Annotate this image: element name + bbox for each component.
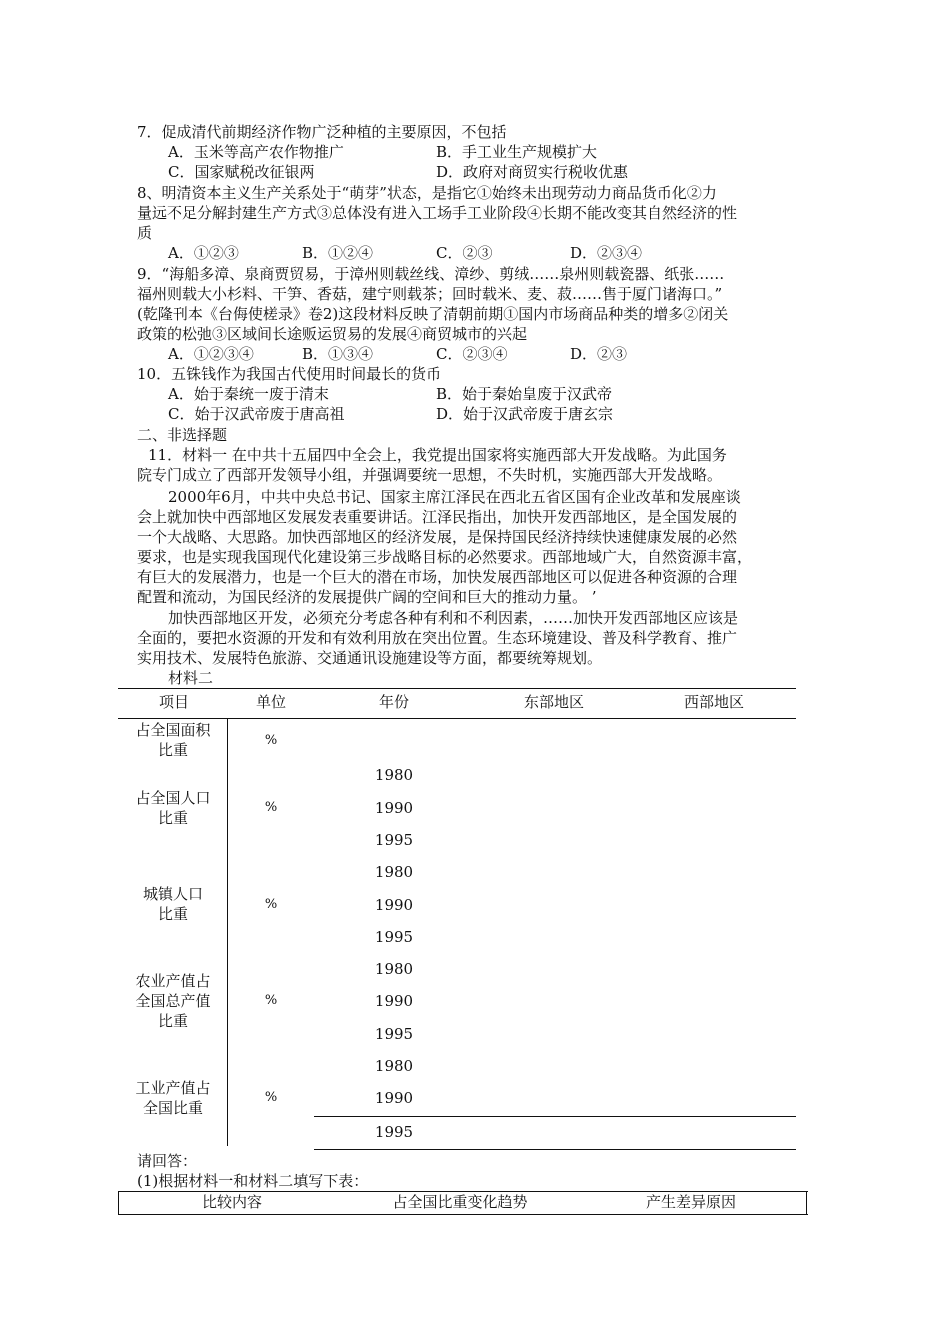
row-agriculture-item-line-1: 农业产值占 (135, 972, 211, 990)
row-agriculture-item-line-3: 比重 (157, 1012, 188, 1030)
row-agriculture-item-line-2: 全国总产值 (135, 992, 211, 1010)
q7-stem: 7．促成清代前期经济作物广泛种植的主要原因，不包括 (137, 123, 507, 141)
table-bottom-rule (314, 1149, 796, 1150)
q8-option-b: B．①②④ (302, 244, 374, 262)
q11-p2-line-3: 一个大战略、大思路。加快西部地区的经济发展，是保持国民经济持续快速健康发展的必然 (137, 528, 738, 546)
answer-table-right-rule (806, 1191, 807, 1215)
q10-option-c: C．始于汉武帝废于唐高祖 (168, 405, 345, 423)
row-area-item-line-1: 占全国面积 (135, 721, 211, 739)
row-urban-item-line-1: 城镇人口 (142, 885, 203, 903)
row-industry-year-1995: 1995 (374, 1123, 414, 1141)
row-urban-item-line-2: 比重 (157, 905, 188, 923)
row-industry-item-line-2: 全国比重 (142, 1099, 203, 1117)
row-agriculture-year-1980: 1980 (374, 960, 414, 978)
q9-line-1: 9．“海船多漳、泉商贾贸易，于漳州则载丝线、漳纱、剪绒……泉州则载瓷器、纸张…… (137, 265, 725, 283)
table-header-year: 年份 (378, 693, 409, 711)
q9-line-2: 福州则载大小杉料、干笋、香菇，建宁则载茶；回时载米、麦、菽……售于厦门诸海口。” (137, 285, 723, 303)
table-header-west: 西部地区 (683, 693, 744, 711)
q10-option-d: D．始于汉武帝废于唐玄宗 (436, 405, 614, 423)
row-population-year-1990: 1990 (374, 799, 414, 817)
row-population-year-1980: 1980 (374, 766, 414, 784)
answer-header-content: 比较内容 (201, 1193, 262, 1211)
row-urban-unit: % (264, 897, 278, 912)
answer-table-left-rule (118, 1191, 119, 1215)
row-agriculture-year-1995: 1995 (374, 1025, 414, 1043)
row-industry-year-1990: 1990 (374, 1089, 414, 1107)
q11-p1-line-2: 院专门成立了西部开发领导小组，并强调要统一思想，不失时机，实施西部大开发战略。 (137, 466, 723, 484)
q11-p2-line-2: 会上就加快中西部地区发展发表重要讲话。江泽民指出，加快开发西部地区，是全国发展的 (137, 508, 738, 526)
row-urban-year-1990: 1990 (374, 896, 414, 914)
answer-subquestion-1: (1)根据材料一和材料二填写下表： (137, 1172, 369, 1190)
q9-option-d: D．②③ (570, 345, 628, 363)
answer-header-reason: 产生差异原因 (645, 1193, 736, 1211)
row-population-item-line-2: 比重 (157, 809, 188, 827)
q8-option-d: D．②③④ (570, 244, 643, 262)
q8-option-a: A．①②③ (168, 244, 239, 262)
q8-line-1: 8、明清资本主义生产关系处于“萌芽”状态，是指它①始终未出现劳动力商品货币化②力 (137, 184, 717, 202)
row-population-item-line-1: 占全国人口 (135, 789, 211, 807)
row-urban-year-1995: 1995 (374, 928, 414, 946)
row-area-item-line-2: 比重 (157, 741, 188, 759)
q8-option-c: C．②③ (436, 244, 493, 262)
q11-p2-line-6: 配置和流动，为国民经济的发展提供广阔的空间和巨大的推动力量。 ’ (137, 588, 597, 606)
row-agriculture-unit: % (264, 993, 278, 1008)
answer-header-trend: 占全国比重变化趋势 (392, 1193, 528, 1211)
row-population-year-1995: 1995 (374, 831, 414, 849)
q11-p1-line-1: 11．材料一 在中共十五届四中全会上，我党提出国家将实施西部大开发战略。为此国务 (148, 446, 727, 464)
q8-line-3: 质 (137, 224, 153, 242)
table-header-item: 项目 (158, 693, 189, 711)
q9-line-4: 政策的松弛③区域间长途贩运贸易的发展④商贸城市的兴起 (137, 325, 528, 343)
q7-option-a: A．玉米等高产农作物推广 (168, 143, 344, 161)
q10-option-b: B．始于秦始皇废于汉武帝 (436, 385, 613, 403)
row-industry-unit: % (264, 1090, 278, 1105)
q7-option-d: D．政府对商贸实行税收优惠 (436, 163, 629, 181)
answer-table-bottom-rule (118, 1214, 808, 1215)
row-industry-year-1980: 1980 (374, 1057, 414, 1075)
table-header-unit: 单位 (255, 693, 286, 711)
section-heading: 二、非选择题 (137, 426, 228, 444)
table-header-rule (118, 718, 796, 719)
q10-stem: 10．五铢钱作为我国古代使用时间最长的货币 (137, 365, 442, 383)
table-header-east: 东部地区 (523, 693, 584, 711)
row-population-unit: % (264, 800, 278, 815)
row-urban-year-1980: 1980 (374, 863, 414, 881)
q11-p3-line-2: 全面的，要把水资源的开发和有效利用放在突出位置。生态环境建设、普及科学教育、推广 (137, 629, 738, 647)
table-inner-rule (314, 1116, 796, 1117)
q9-option-a: A．①②③④ (168, 345, 254, 363)
q11-p3-line-1: 加快西部地区开发，必须充分考虑各种有利和不利因素，……加快开发西部地区应该是 (168, 609, 739, 627)
row-agriculture-year-1990: 1990 (374, 992, 414, 1010)
q8-line-2: 量远不足分解封建生产方式③总体没有进入工场手工业阶段④长期不能改变其自然经济的性 (137, 204, 738, 222)
q9-option-c: C．②③④ (436, 345, 508, 363)
row-industry-item-line-1: 工业产值占 (135, 1079, 211, 1097)
material-two-label: 材料二 (168, 669, 214, 687)
q7-option-b: B．手工业生产规模扩大 (436, 143, 598, 161)
answer-prompt: 请回答： (137, 1152, 198, 1170)
q9-option-b: B．①③④ (302, 345, 374, 363)
q11-p2-line-1: 2000年6月，中共中央总书记、国家主席江泽民在西北五省区国有企业改革和发展座谈 (168, 488, 741, 506)
q9-line-3: (乾隆刊本《台侮使槎录》卷2)这段材料反映了清朝前期①国内市场商品种类的增多②闭关 (137, 305, 729, 323)
table-top-rule (118, 688, 796, 689)
q11-p2-line-5: 有巨大的发展潜力，也是一个巨大的潜在市场，加快发展西部地区可以促进各种资源的合理 (137, 568, 738, 586)
row-area-unit: % (264, 733, 278, 748)
q7-option-c: C．国家赋税改征银两 (168, 163, 315, 181)
q10-option-a: A．始于秦统一废于清末 (168, 385, 329, 403)
q11-p2-line-4: 要求，也是实现我国现代化建设第三步战略目标的必然要求。西部地域广大，自然资源丰富， (137, 548, 753, 566)
q11-p3-line-3: 实用技术、发展特色旅游、交通通讯设施建设等方面，都要统筹规划。 (137, 649, 603, 667)
